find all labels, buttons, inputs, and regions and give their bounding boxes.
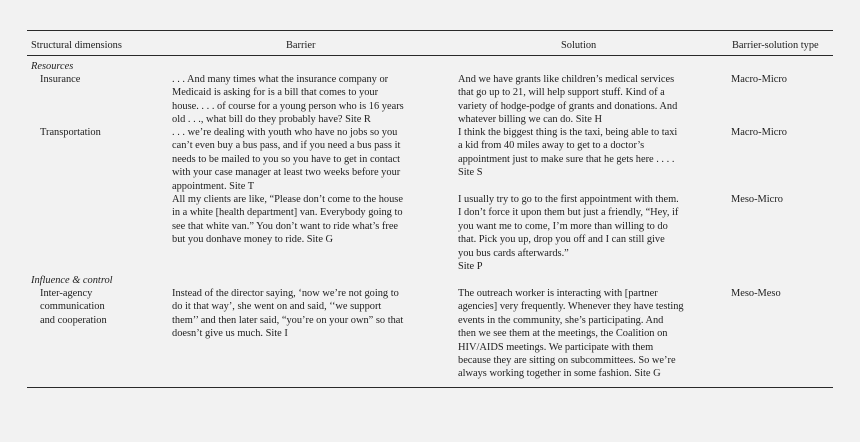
solution-cell: The outreach worker is interacting with [partner agencies] very frequently. Whenever they have testing events in the community, she’s participating. And then we see them at the meetings, the Coalition on HIV/AIDS meetings. We participate with them because they are sitting on subcommittees. So we’re always working together in some fashion. Site G — [458, 288, 684, 380]
barrier-cell: All my clients are like, “Please don’t come to the house in a white [health department] van. Everybody going to see that white van.” You don’t want to ride what’s free but you donhave money to ride. Site G — [172, 194, 403, 246]
barrier-cell: Instead of the director saying, ‘now we’re not going to do it that way’, she went on and said, ‘‘we support them’’ and then later said, “you’re on your own” so that doesn’t give us much. Site I — [172, 288, 404, 340]
type-cell: Meso-Micro — [731, 194, 783, 205]
dimension-cell: Insurance — [40, 74, 81, 85]
header-rule — [27, 55, 833, 56]
dimension-cell: Inter-agency communication and cooperation — [40, 288, 107, 326]
solution-cell: I usually try to go to the first appointment with them. I don’t force it upon them but just a friendly, “Hey, if you want me to come, I’m more than willing to do that. Pick you up, drop you off and I can still give you bus cards afterwards.” Site P — [458, 194, 679, 273]
type-cell: Meso-Meso — [731, 288, 781, 299]
section-title-resources: Resources — [31, 61, 74, 72]
header-structural-dimensions: Structural dimensions — [31, 40, 122, 51]
barrier-cell: . . . And many times what the insurance company or Medicaid is asking for is a bill that comes to your house. . . . of course for a young person who is 16 years old . . ., what bill do they probably have? Site R — [172, 74, 404, 126]
dimension-cell: Transportation — [40, 127, 101, 138]
header-barrier: Barrier — [286, 40, 316, 51]
bottom-rule — [27, 387, 833, 388]
header-solution: Solution — [561, 40, 597, 51]
solution-cell: And we have grants like children’s medical services that go up to 21, will help support stuff. Kind of a variety of hodge-podge of grants and donations. And whatever billing we can do. Site H — [458, 74, 678, 126]
solution-cell: I think the biggest thing is the taxi, being able to taxi a kid from 40 miles away to get to a doctor’s appointment just to make sure that he gets here . . . . Site S — [458, 127, 678, 179]
type-cell: Macro-Micro — [731, 74, 787, 85]
type-cell: Macro-Micro — [731, 127, 787, 138]
section-title-influence-control: Influence & control — [31, 275, 113, 286]
header-barrier-solution-type: Barrier-solution type — [732, 40, 819, 51]
top-rule — [27, 30, 833, 31]
barrier-cell: . . . we’re dealing with youth who have no jobs so you can’t even buy a bus pass, and if you need a bus pass it needs to be mailed to you so you have to get in contact with your case manager at least two weeks before your appointment. Site T — [172, 127, 401, 192]
